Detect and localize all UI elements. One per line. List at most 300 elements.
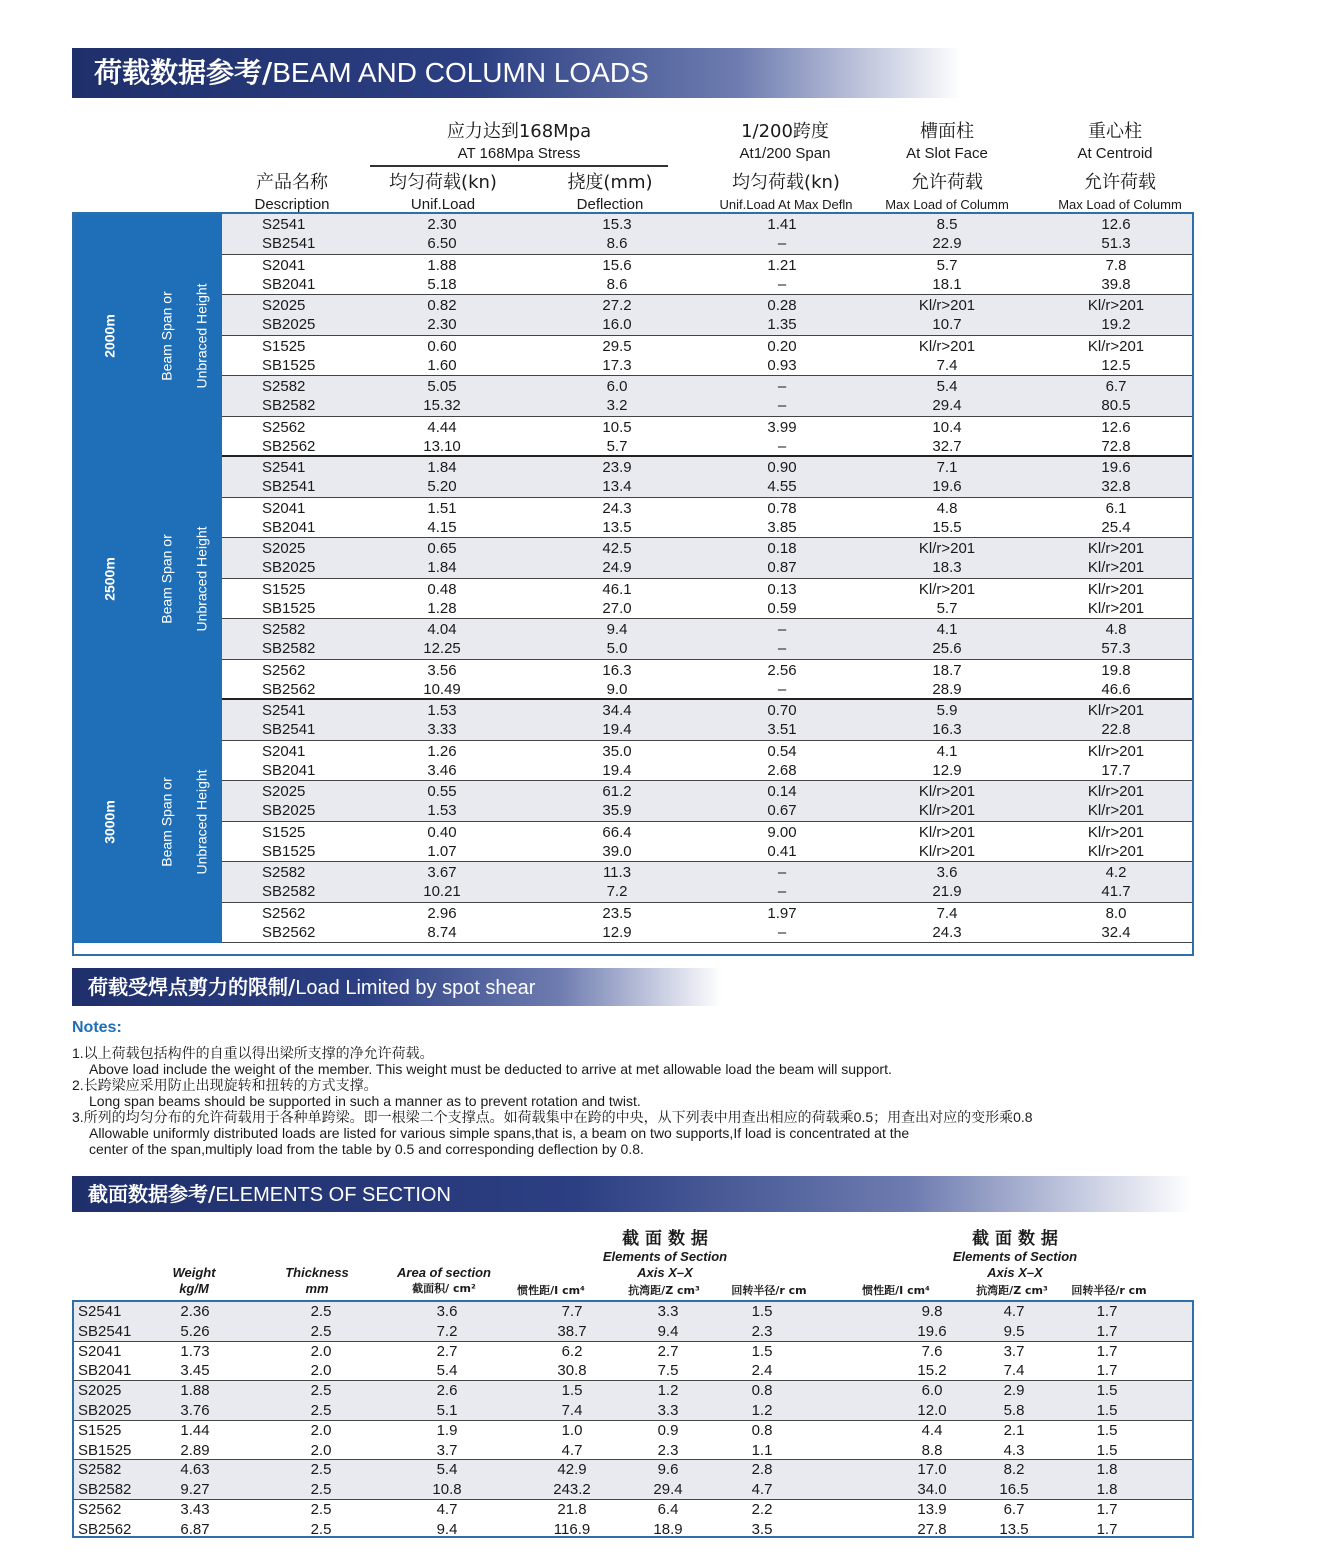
span-header-cn: 1/200跨度 xyxy=(741,121,829,142)
ix-value: 7.4 xyxy=(561,1401,583,1419)
deflection-value: 16.0 xyxy=(602,316,632,333)
product-name: S2562 xyxy=(262,418,306,436)
deflection-value: 29.5 xyxy=(602,337,632,355)
product-name: SB2582 xyxy=(262,397,316,414)
product-name: SB1525 xyxy=(262,842,316,860)
weight-header-unit: kg/M xyxy=(179,1281,209,1296)
span-load-value: 0.14 xyxy=(767,783,797,800)
product-name: S2562 xyxy=(262,904,306,922)
thickness-value: 2.5 xyxy=(310,1401,332,1419)
notes-title: Notes: xyxy=(72,1019,122,1036)
table-row xyxy=(222,903,1192,944)
section-name: SB2041 xyxy=(78,1362,132,1380)
product-name: S2041 xyxy=(262,499,306,517)
iy-value: 12.0 xyxy=(917,1401,947,1419)
section-name: S2041 xyxy=(78,1342,122,1360)
span-value: 3000m xyxy=(101,799,118,844)
product-name: S2562 xyxy=(262,661,306,679)
table-row xyxy=(222,741,1192,782)
product-name: SB2025 xyxy=(262,802,316,819)
product-name: S2541 xyxy=(262,702,306,719)
ix-value: 7.7 xyxy=(561,1303,583,1320)
zy-value: 7.4 xyxy=(1003,1362,1025,1380)
span-subtitle-2: Unbraced Height xyxy=(193,525,210,632)
zy-value: 16.5 xyxy=(999,1481,1029,1499)
unif-load-value: 0.60 xyxy=(427,337,457,355)
centroid-load-value: 17.7 xyxy=(1101,761,1131,779)
centroid-load-header-en: Max Load of Columm xyxy=(1058,197,1182,212)
deflection-value: 10.5 xyxy=(602,418,632,436)
slot-header xyxy=(872,120,1022,163)
slot-load-header-cn: 允许荷载 xyxy=(911,172,983,193)
elements-table xyxy=(72,1300,1194,1538)
rx-value: 2.4 xyxy=(751,1362,773,1380)
zy-value: 4.3 xyxy=(1003,1441,1025,1459)
ry-value: 1.7 xyxy=(1096,1303,1118,1320)
span-load-value: 1.97 xyxy=(767,904,797,922)
zy-header-label: 抗湾距/Z cm³ xyxy=(976,1284,1048,1297)
zx-value: 7.5 xyxy=(657,1362,679,1380)
unif-load-value: 8.74 xyxy=(427,923,457,941)
area-value: 5.1 xyxy=(436,1401,458,1419)
centroid-load-value: 22.8 xyxy=(1101,721,1131,738)
thickness-value: 2.0 xyxy=(310,1421,332,1439)
deflection-value: 17.3 xyxy=(602,356,632,374)
deflection-value: 61.2 xyxy=(602,783,632,800)
slot-load-value: 5.9 xyxy=(936,702,958,719)
product-name: S2041 xyxy=(262,256,306,274)
loads-banner-cn: 荷载数据参考/ xyxy=(94,56,273,89)
slot-load-value: 7.4 xyxy=(936,904,958,922)
deflection-value: 6.0 xyxy=(606,378,628,395)
deflection-value: 24.3 xyxy=(602,499,632,517)
thickness-value: 2.0 xyxy=(310,1342,332,1360)
zx-value: 3.3 xyxy=(657,1401,679,1419)
centroid-load-value: 6.1 xyxy=(1105,499,1127,517)
product-name: SB2041 xyxy=(262,518,316,536)
span-load-value: – xyxy=(777,864,787,881)
iy-value: 9.8 xyxy=(921,1303,943,1320)
slot-load-value: 32.7 xyxy=(932,437,962,455)
unif-load-value: 4.44 xyxy=(427,418,457,436)
zx-value: 2.7 xyxy=(657,1342,679,1360)
unif-load-value: 1.88 xyxy=(427,256,457,274)
thickness-value: 2.5 xyxy=(310,1501,332,1518)
iy-value: 6.0 xyxy=(921,1382,943,1400)
unif-load-value: 1.53 xyxy=(427,802,457,819)
span-header-en: At1/200 Span xyxy=(739,145,831,162)
unif-load-value: 13.10 xyxy=(423,437,461,455)
section-name: S2025 xyxy=(78,1382,122,1400)
product-name: S2582 xyxy=(262,864,306,881)
span-load-value: 2.68 xyxy=(767,761,797,779)
rx-value: 3.5 xyxy=(751,1520,773,1538)
rx-header-label: 回转半径/r cm xyxy=(731,1284,807,1297)
span-group-label xyxy=(74,700,222,943)
iy-header-label: 惯性距/I cm⁴ xyxy=(862,1284,930,1297)
product-name: SB2025 xyxy=(262,559,316,576)
note-2-en: Long span beams should be supported in such a manner as to prevent rotation and twist. xyxy=(89,1093,641,1109)
rx-value: 2.3 xyxy=(751,1322,773,1340)
deflection-value: 23.5 xyxy=(602,904,632,922)
deflection-value: 35.9 xyxy=(602,802,632,819)
span-load-value: 0.87 xyxy=(767,559,797,576)
span-load-value: 0.90 xyxy=(767,459,797,476)
thickness-value: 2.0 xyxy=(310,1362,332,1380)
table-row-pair xyxy=(74,1381,1192,1421)
centroid-load-value: 32.8 xyxy=(1101,478,1131,495)
span-load-value: 0.54 xyxy=(767,742,797,760)
product-name: SB2562 xyxy=(262,680,316,698)
unif-load-value: 15.32 xyxy=(423,397,461,414)
iy-value: 13.9 xyxy=(917,1501,947,1518)
deflection-value: 27.2 xyxy=(602,297,632,314)
stress-header xyxy=(370,120,668,163)
rx-value: 1.5 xyxy=(751,1342,773,1360)
defl-header xyxy=(540,171,680,214)
span-load-header-en: Unif.Load At Max Defln xyxy=(719,197,853,212)
ix-value: 21.8 xyxy=(557,1501,587,1518)
section-name: SB2025 xyxy=(78,1401,132,1419)
unif-load-value: 0.48 xyxy=(427,580,457,598)
stress-header-en: AT 168Mpa Stress xyxy=(457,145,581,162)
shear-banner-cn: 荷载受焊点剪力的限制/ xyxy=(88,975,296,999)
slot-load-value: 10.4 xyxy=(932,418,962,436)
zy-header xyxy=(966,1282,1058,1299)
product-name: SB1525 xyxy=(262,356,316,374)
unif-load-value: 0.82 xyxy=(427,297,457,314)
product-name: SB2025 xyxy=(262,316,316,333)
note-3-en-1: Allowable uniformly distributed loads are listed for various simple spans,that is, a beam on two supports,If load is concentrated at the xyxy=(89,1125,910,1141)
table-row xyxy=(222,498,1192,539)
deflection-value: 27.0 xyxy=(602,599,632,617)
ix-header-label: 惯性距/I cm⁴ xyxy=(517,1284,585,1297)
unif-header-en: Unif.Load xyxy=(410,196,476,213)
ix-value: 116.9 xyxy=(553,1520,591,1538)
section-name: SB1525 xyxy=(78,1441,132,1459)
unif-load-value: 4.15 xyxy=(427,518,457,536)
centroid-load-value: Kl/r>201 xyxy=(1087,702,1145,719)
table-row xyxy=(222,619,1192,660)
table-row xyxy=(222,781,1192,822)
zy-value: 9.5 xyxy=(1003,1322,1025,1340)
centroid-load-value: 19.8 xyxy=(1101,661,1131,679)
desc-header xyxy=(230,171,354,214)
table-row xyxy=(222,822,1192,863)
unif-load-value: 0.40 xyxy=(427,823,457,841)
area-value: 4.7 xyxy=(436,1501,458,1518)
slot-load-value: 28.9 xyxy=(932,680,962,698)
weight-value: 3.45 xyxy=(180,1362,210,1380)
slot-load-header xyxy=(872,171,1022,214)
unif-load-value: 3.46 xyxy=(427,761,457,779)
weight-value: 1.73 xyxy=(180,1342,210,1360)
unif-load-value: 1.26 xyxy=(427,742,457,760)
span-subtitle-2: Unbraced Height xyxy=(193,282,210,389)
area-header xyxy=(380,1265,508,1297)
unif-load-value: 6.50 xyxy=(427,235,457,252)
slot-load-value: Kl/r>201 xyxy=(918,580,976,598)
zx-value: 18.9 xyxy=(653,1520,683,1538)
ry-value: 1.5 xyxy=(1096,1421,1118,1439)
centroid-load-value: 12.6 xyxy=(1101,216,1131,233)
iy-header xyxy=(850,1282,942,1299)
span-load-value: – xyxy=(777,680,787,698)
product-name: SB2562 xyxy=(262,437,316,455)
axis-x-header-axis: Axis X–X xyxy=(637,1265,693,1280)
span-header xyxy=(700,120,870,163)
weight-value: 1.88 xyxy=(180,1382,210,1400)
slot-load-value: 4.1 xyxy=(936,621,958,638)
unif-load-value: 1.84 xyxy=(427,459,457,476)
deflection-value: 8.6 xyxy=(606,235,628,252)
deflection-value: 34.4 xyxy=(602,702,632,719)
area-value: 5.4 xyxy=(436,1362,458,1380)
zy-value: 2.9 xyxy=(1003,1382,1025,1400)
product-name: S2041 xyxy=(262,742,306,760)
centroid-load-value: 12.5 xyxy=(1101,356,1131,374)
table-row xyxy=(222,417,1192,458)
section-name: S2562 xyxy=(78,1501,122,1518)
span-load-value: 1.21 xyxy=(767,256,797,274)
centroid-load-value: 57.3 xyxy=(1101,640,1131,657)
thickness-header-unit: mm xyxy=(305,1281,329,1296)
unif-load-value: 5.18 xyxy=(427,275,457,293)
weight-header-label: Weight xyxy=(172,1265,216,1280)
product-name: S2582 xyxy=(262,378,306,395)
span-group-label xyxy=(74,457,222,700)
thickness-header-label: Thickness xyxy=(285,1265,349,1280)
centroid-load-value: Kl/r>201 xyxy=(1087,297,1145,314)
unif-load-value: 1.28 xyxy=(427,599,457,617)
rx-value: 4.7 xyxy=(751,1481,773,1499)
product-name: SB2541 xyxy=(262,478,316,495)
slot-load-value: 5.4 xyxy=(936,378,958,395)
slot-load-value: 29.4 xyxy=(932,397,962,414)
ix-value: 1.5 xyxy=(561,1382,583,1400)
zx-value: 29.4 xyxy=(653,1481,683,1499)
weight-value: 3.43 xyxy=(180,1501,210,1518)
span-load-value: 3.85 xyxy=(767,518,797,536)
slot-load-value: 21.9 xyxy=(932,883,962,900)
unif-load-value: 0.55 xyxy=(427,783,457,800)
loads-banner-en: BEAM AND COLUMN LOADS xyxy=(272,57,649,88)
weight-value: 4.63 xyxy=(180,1461,210,1479)
unif-load-value: 5.20 xyxy=(427,478,457,495)
ry-value: 1.5 xyxy=(1096,1441,1118,1459)
thickness-value: 2.0 xyxy=(310,1441,332,1459)
table-row xyxy=(222,295,1192,336)
span-load-value: – xyxy=(777,275,787,293)
table-row-pair xyxy=(74,1421,1192,1461)
thickness-header xyxy=(272,1265,362,1297)
product-name: S2025 xyxy=(262,783,306,800)
centroid-load-value: 80.5 xyxy=(1101,397,1131,414)
unif-load-value: 5.05 xyxy=(427,378,457,395)
product-name: SB2041 xyxy=(262,761,316,779)
slot-load-value: Kl/r>201 xyxy=(918,802,976,819)
deflection-value: 5.0 xyxy=(606,640,628,657)
table-row xyxy=(222,700,1192,741)
axis-y-header-cn: 截 面 数 据 xyxy=(972,1229,1058,1249)
section-name: S2582 xyxy=(78,1461,122,1479)
table-row-pair xyxy=(74,1460,1192,1500)
deflection-value: 15.6 xyxy=(602,256,632,274)
zx-value: 0.9 xyxy=(657,1421,679,1439)
centroid-load-value: Kl/r>201 xyxy=(1087,823,1145,841)
slot-load-value: Kl/r>201 xyxy=(918,540,976,557)
deflection-value: 39.0 xyxy=(602,842,632,860)
iy-value: 34.0 xyxy=(917,1481,947,1499)
slot-load-value: Kl/r>201 xyxy=(918,823,976,841)
loads-banner xyxy=(72,48,962,98)
centroid-load-value: 46.6 xyxy=(1101,680,1131,698)
table-row xyxy=(222,862,1192,903)
centroid-load-value: Kl/r>201 xyxy=(1087,783,1145,800)
iy-value: 19.6 xyxy=(917,1322,947,1340)
zy-value: 2.1 xyxy=(1003,1421,1025,1439)
unif-load-value: 10.49 xyxy=(423,680,461,698)
iy-value: 7.6 xyxy=(921,1342,943,1360)
span-group-label xyxy=(74,214,222,457)
table-row xyxy=(222,660,1192,701)
table-row-pair xyxy=(74,1342,1192,1382)
iy-value: 4.4 xyxy=(921,1421,943,1439)
elements-banner-en: ELEMENTS OF SECTION xyxy=(215,1184,451,1206)
area-value: 1.9 xyxy=(436,1421,458,1439)
ry-value: 1.7 xyxy=(1096,1520,1118,1538)
centroid-load-value: 4.2 xyxy=(1105,864,1127,881)
zy-value: 4.7 xyxy=(1003,1303,1025,1320)
section-name: SB2582 xyxy=(78,1481,132,1499)
span-load-value: 0.13 xyxy=(767,580,797,598)
slot-load-value: 3.6 xyxy=(936,864,958,881)
slot-load-value: 16.3 xyxy=(932,721,962,738)
zy-value: 5.8 xyxy=(1003,1401,1025,1419)
area-value: 3.7 xyxy=(436,1441,458,1459)
stress-header-rule xyxy=(370,165,668,167)
span-load-value: 0.78 xyxy=(767,499,797,517)
slot-load-header-en: Max Load of Columm xyxy=(885,197,1009,212)
area-value: 9.4 xyxy=(436,1520,458,1538)
span-value: 2000m xyxy=(101,313,118,358)
thickness-value: 2.5 xyxy=(310,1520,332,1538)
rx-value: 1.2 xyxy=(751,1401,773,1419)
axis-x-header xyxy=(590,1229,740,1281)
centroid-load-value: 39.8 xyxy=(1101,275,1131,293)
table-row xyxy=(222,255,1192,296)
rx-value: 0.8 xyxy=(751,1421,773,1439)
slot-load-value: 12.9 xyxy=(932,761,962,779)
ry-value: 1.7 xyxy=(1096,1322,1118,1340)
iy-value: 17.0 xyxy=(917,1461,947,1479)
table-row xyxy=(222,336,1192,377)
axis-y-header xyxy=(930,1229,1100,1281)
ix-value: 1.0 xyxy=(561,1421,583,1439)
centroid-load-header xyxy=(1040,171,1200,214)
zy-value: 13.5 xyxy=(999,1520,1029,1538)
notes xyxy=(72,1020,1212,1157)
unif-load-value: 1.07 xyxy=(427,842,457,860)
product-name: S2025 xyxy=(262,540,306,557)
unif-load-value: 3.67 xyxy=(427,864,457,881)
note-1-cn: 1.以上荷载包括构件的自重以得出梁所支撑的净允许荷载。 xyxy=(72,1045,434,1061)
zx-header-label: 抗湾距/Z cm³ xyxy=(628,1284,700,1297)
ix-value: 38.7 xyxy=(557,1322,587,1340)
iy-value: 8.8 xyxy=(921,1441,943,1459)
ry-value: 1.5 xyxy=(1096,1382,1118,1400)
thickness-value: 2.5 xyxy=(310,1461,332,1479)
centroid-load-value: 8.0 xyxy=(1105,904,1127,922)
rx-value: 1.1 xyxy=(751,1441,773,1459)
span-load-value: 0.67 xyxy=(767,802,797,819)
product-name: S1525 xyxy=(262,580,306,598)
span-subtitle-1: Beam Span or xyxy=(158,776,175,867)
slot-load-value: 10.7 xyxy=(932,316,962,333)
centroid-load-header-cn: 允许荷载 xyxy=(1084,172,1156,193)
slot-load-value: 19.6 xyxy=(932,478,962,495)
zx-header xyxy=(618,1282,710,1299)
deflection-value: 46.1 xyxy=(602,580,632,598)
product-name: S2541 xyxy=(262,459,306,476)
deflection-value: 13.4 xyxy=(602,478,632,495)
product-name: SB2562 xyxy=(262,923,316,941)
slot-load-value: 24.3 xyxy=(932,923,962,941)
slot-load-value: 18.1 xyxy=(932,275,962,293)
product-name: SB2582 xyxy=(262,883,316,900)
elements-banner-cn: 截面数据参考/ xyxy=(88,1182,216,1206)
deflection-value: 5.7 xyxy=(606,437,628,455)
rx-value: 2.8 xyxy=(751,1461,773,1479)
span-subtitle-2: Unbraced Height xyxy=(193,768,210,875)
thickness-value: 2.5 xyxy=(310,1322,332,1340)
loads-table xyxy=(72,212,1194,956)
section-name: S1525 xyxy=(78,1421,122,1439)
area-value: 3.6 xyxy=(436,1303,458,1320)
ry-header-label: 回转半径/r cm xyxy=(1071,1284,1147,1297)
span-load-value: 0.28 xyxy=(767,297,797,314)
rx-value: 2.2 xyxy=(751,1501,773,1518)
product-name: SB2582 xyxy=(262,640,316,657)
table-row xyxy=(222,538,1192,579)
span-load-value: – xyxy=(777,923,787,941)
ry-value: 1.5 xyxy=(1096,1401,1118,1419)
area-header-label: Area of section xyxy=(397,1265,491,1280)
span-load-value: 1.41 xyxy=(767,216,797,233)
elements-banner xyxy=(72,1176,1192,1212)
note-1-en: Above load include the weight of the member. This weight must be deducted to arrive at met allowable load the beam will support. xyxy=(89,1061,892,1077)
rx-value: 1.5 xyxy=(751,1303,773,1320)
span-load-header-cn: 均匀荷载(kn) xyxy=(732,172,840,193)
centroid-load-value: Kl/r>201 xyxy=(1087,742,1145,760)
unif-load-value: 1.84 xyxy=(427,559,457,576)
ry-value: 1.7 xyxy=(1096,1342,1118,1360)
span-load-value: 9.00 xyxy=(767,823,797,841)
section-name: SB2562 xyxy=(78,1520,132,1538)
centroid-header-en: At Centroid xyxy=(1077,145,1153,162)
deflection-value: 15.3 xyxy=(602,216,632,233)
span-load-value: – xyxy=(777,883,787,900)
ix-value: 243.2 xyxy=(553,1481,591,1499)
axis-x-header-en: Elements of Section xyxy=(602,1249,728,1264)
centroid-load-value: 19.2 xyxy=(1101,316,1131,333)
deflection-value: 24.9 xyxy=(602,559,632,576)
ry-header xyxy=(1062,1282,1156,1299)
desc-header-cn: 产品名称 xyxy=(256,172,328,193)
deflection-value: 9.4 xyxy=(606,621,628,638)
weight-value: 2.89 xyxy=(180,1441,210,1459)
span-load-value: 0.93 xyxy=(767,356,797,374)
